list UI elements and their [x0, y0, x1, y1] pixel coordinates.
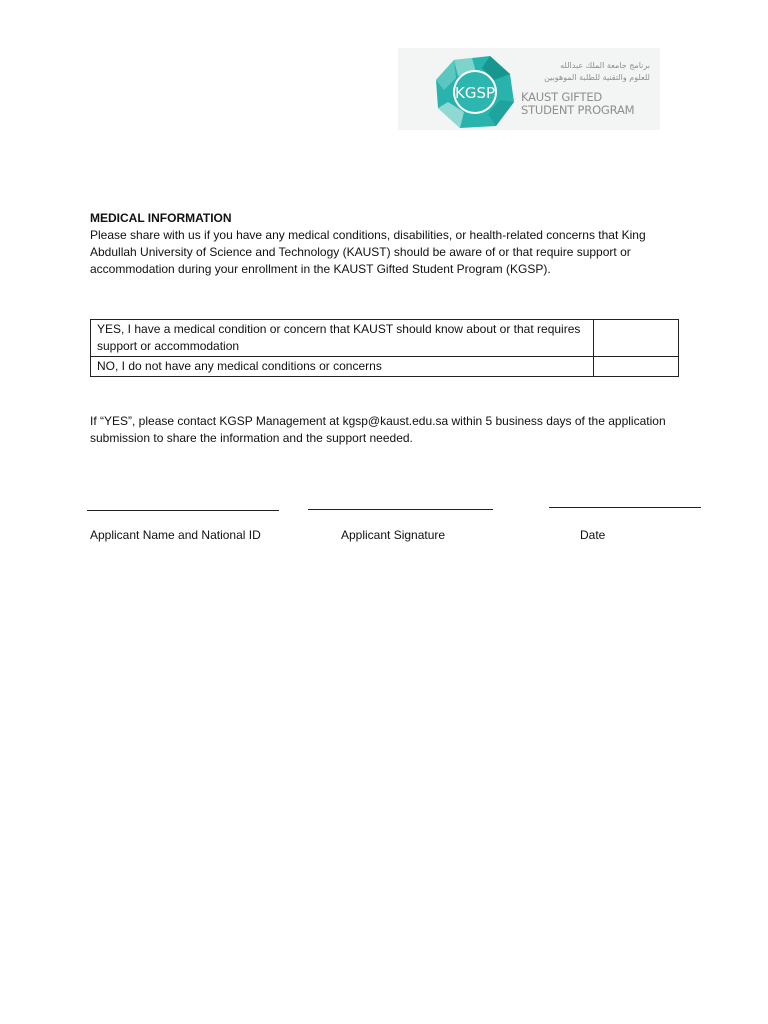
logo-arabic-text	[520, 60, 650, 84]
logo-arabic-line: برنامج جامعة الملك عبدالله	[560, 61, 650, 70]
applicant-signature-label: Applicant Signature	[341, 528, 446, 542]
logo-english-line: STUDENT PROGRAM	[521, 103, 635, 117]
logo-arabic-line: للعلوم والتقنية للطلبة الموهوبين	[544, 73, 650, 82]
option-row-no	[91, 357, 679, 377]
option-yes-checkbox[interactable]	[594, 320, 679, 357]
applicant-name-line[interactable]	[87, 510, 279, 511]
intro-paragraph: Please share with us if you have any medical conditions, disabilities, or health-related concerns that King Abdullah University of Science and Technology (KAUST) should be aware of or that require support or accommodation during your enrollment in the KAUST Gifted Student Program (KGSP).	[90, 228, 646, 276]
option-row-yes	[91, 320, 679, 357]
medical-info-section	[90, 210, 690, 278]
applicant-signature-line[interactable]	[308, 509, 493, 510]
logo-english-text	[521, 91, 634, 117]
option-no-checkbox[interactable]	[594, 357, 679, 377]
applicant-name-label: Applicant Name and National ID	[90, 528, 261, 542]
section-heading: MEDICAL INFORMATION	[90, 211, 232, 225]
followup-instructions: If “YES”, please contact KGSP Management at kgsp@kaust.edu.sa within 5 business days of the application submission to share the information and the support needed.	[90, 414, 666, 445]
date-label: Date	[580, 528, 606, 542]
logo-mark-text: KGSP	[454, 84, 496, 102]
kgsp-logo	[398, 48, 660, 130]
medical-options-table	[90, 319, 679, 377]
option-no-label: NO, I do not have any medical conditions or concerns	[91, 357, 594, 377]
option-yes-label: YES, I have a medical condition or concern that KAUST should know about or that requires support or accommodation	[91, 320, 594, 357]
kgsp-gem-logo-icon	[434, 54, 518, 130]
date-line[interactable]	[549, 507, 701, 508]
logo-english-line: KAUST GIFTED	[521, 90, 603, 104]
